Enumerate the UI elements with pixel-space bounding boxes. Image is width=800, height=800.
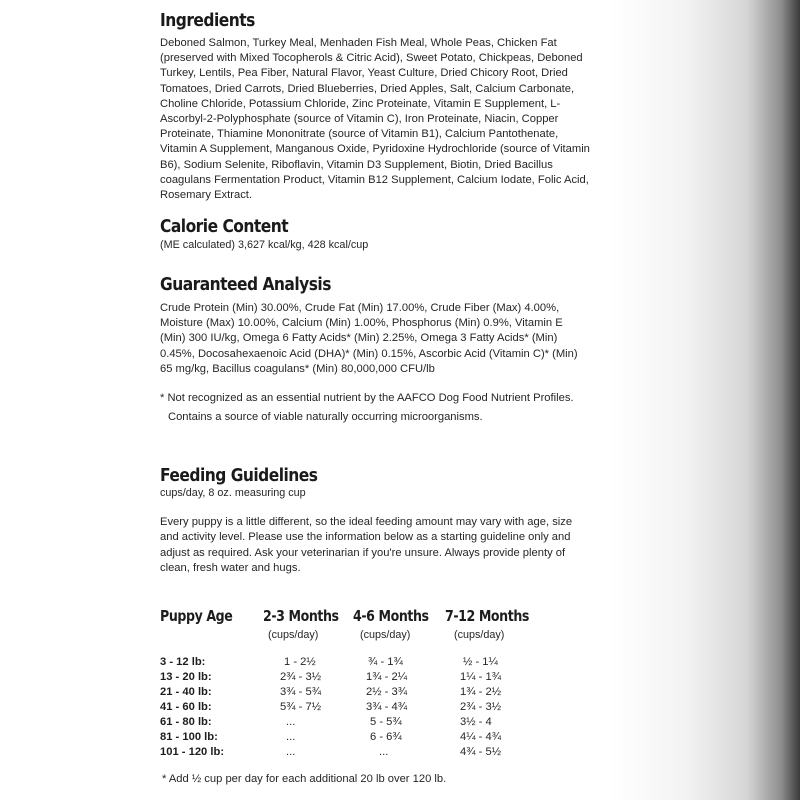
table-row [160, 730, 590, 744]
package-edge-shadow [610, 0, 800, 800]
feeding-subheading: cups/day, 8 oz. measuring cup [160, 487, 306, 499]
calorie-text: (ME calculated) 3,627 kcal/kg, 428 kcal/cup [160, 239, 369, 251]
cell-2-3-months: 3¾ - 5¾ [280, 686, 322, 698]
row-label: 13 - 20 lb: [160, 671, 212, 683]
cell-7-12-months: 1¾ - 2½ [460, 686, 502, 698]
cell-4-6-months: 6 - 6¾ [370, 731, 402, 743]
cell-7-12-months: 4¼ - 4¾ [460, 731, 502, 743]
table-footnote: * Add ½ cup per day for each additional 20 lb over 120 lb. [162, 773, 447, 785]
microorganisms-note: Contains a source of viable naturally occurring microorganisms. [168, 411, 483, 424]
cell-4-6-months: 3¾ - 4¾ [366, 701, 408, 713]
table-row [160, 685, 590, 699]
feeding-heading: Feeding Guidelines [160, 465, 318, 486]
table-row [160, 670, 590, 684]
col-header-4-6-months: 4-6 Months [353, 607, 429, 625]
guaranteed-analysis-heading: Guaranteed Analysis [160, 274, 331, 295]
cell-4-6-months: 5 - 5¾ [370, 716, 402, 728]
row-label: 21 - 40 lb: [160, 686, 212, 698]
ingredients-text: Deboned Salmon, Turkey Meal, Menhaden Fish Meal, Whole Peas, Chicken Fat (preserved with Mixed Tocopherols & Citric Acid), Sweet Potato, Chickpeas, Deboned Turkey, Lentils, Pea Fiber, Natural Flavor, Yeast Culture, Dried Chicory Root, Dried Tomatoes, Dried Carrots, Dried Blueberries, Dried Apples, Salt, Calcium Carbonate, Choline Chloride, Potassium Chloride, Zinc Proteinate, Vitamin E Supplement, L-Ascorbyl-2-Polyphosphate (source of Vitamin C), Iron Proteinate, Niacin, Copper Proteinate, Thiamine Mononitrate (source of Vitamin B1), Calcium Pantothenate, Vitamin A Supplement, Manganous Oxide, Pyridoxine Hydrochloride (source of Vitamin B6), Sodium Selenite, Riboflavin, Vitamin D3 Supplement, Biotin, Dried Bacillus coagulans Fermentation Product, Vitamin B12 Supplement, Calcium Iodate, Folic Acid, Rosemary Extract. [160, 37, 590, 202]
aafco-footnote: * Not recognized as an essential nutrient by the AAFCO Dog Food Nutrient Profiles. [160, 392, 574, 405]
cell-7-12-months: ½ - 1¼ [463, 656, 498, 668]
ingredients-section [160, 10, 590, 203]
cell-2-3-months: ... [286, 746, 296, 758]
cell-7-12-months: 3½ - 4 [460, 716, 492, 728]
cell-7-12-months: 1¼ - 1¾ [460, 671, 502, 683]
cell-4-6-months: 1¾ - 2¼ [366, 671, 408, 683]
row-label: 41 - 60 lb: [160, 701, 212, 713]
row-label: 81 - 100 lb: [160, 731, 218, 743]
feeding-table [160, 607, 590, 767]
ingredients-heading: Ingredients [160, 10, 255, 31]
col-sub-4-6-months: (cups/day) [360, 629, 411, 641]
cell-7-12-months: 2¾ - 3½ [460, 701, 502, 713]
feeding-guidelines-section [160, 465, 590, 576]
table-row [160, 715, 590, 729]
calorie-heading: Calorie Content [160, 216, 289, 237]
col-header-2-3-months: 2-3 Months [263, 607, 339, 625]
col-header-7-12-months: 7-12 Months [445, 607, 529, 625]
calorie-section [160, 216, 590, 253]
cell-4-6-months: ... [379, 746, 389, 758]
row-label: 101 - 120 lb: [160, 746, 225, 758]
cell-4-6-months: ¾ - 1¾ [368, 656, 403, 668]
table-row [160, 745, 590, 759]
cell-2-3-months: 2¾ - 3½ [280, 671, 322, 683]
guaranteed-analysis-text: Crude Protein (Min) 30.00%, Crude Fat (Min) 17.00%, Crude Fiber (Max) 4.00%, Moisture (Max) 10.00%, Calcium (Min) 1.00%, Phosphorus (Min) 0.9%, Vitamin E (Min) 300 IU/kg, Omega 6 Fatty Acids* (Min) 2.25%, Omega 3 Fatty Acids* (Min) 0.45%, Docosahexaenoic Acid (DHA)* (Min) 0.15%, Ascorbic Acid (Vitamin C)* (Min) 65 mg/kg, Bacillus coagulans* (Min) 80,000,000 CFU/lb [160, 302, 578, 375]
col-sub-7-12-months: (cups/day) [454, 629, 505, 641]
cell-7-12-months: 4¾ - 5½ [460, 746, 502, 758]
cell-2-3-months: 5¾ - 7½ [280, 701, 322, 713]
cell-2-3-months: ... [286, 716, 296, 728]
guaranteed-analysis-section [160, 274, 590, 425]
table-row [160, 700, 590, 714]
cell-2-3-months: ... [286, 731, 296, 743]
feeding-intro: Every puppy is a little different, so the ideal feeding amount may vary with age, size and activity level. Please use the information below as a starting guideline only and adjust as required. Ask your veterinarian if you're unsure. Always provide plenty of clean, fresh water and hugs. [160, 516, 573, 574]
row-label: 3 - 12 lb: [160, 656, 206, 668]
col-sub-2-3-months: (cups/day) [268, 629, 319, 641]
cell-4-6-months: 2½ - 3¾ [366, 686, 408, 698]
row-label: 61 - 80 lb: [160, 716, 212, 728]
cell-2-3-months: 1 - 2½ [284, 656, 316, 668]
col-header-puppy-age: Puppy Age [160, 607, 233, 625]
table-row [160, 655, 590, 669]
